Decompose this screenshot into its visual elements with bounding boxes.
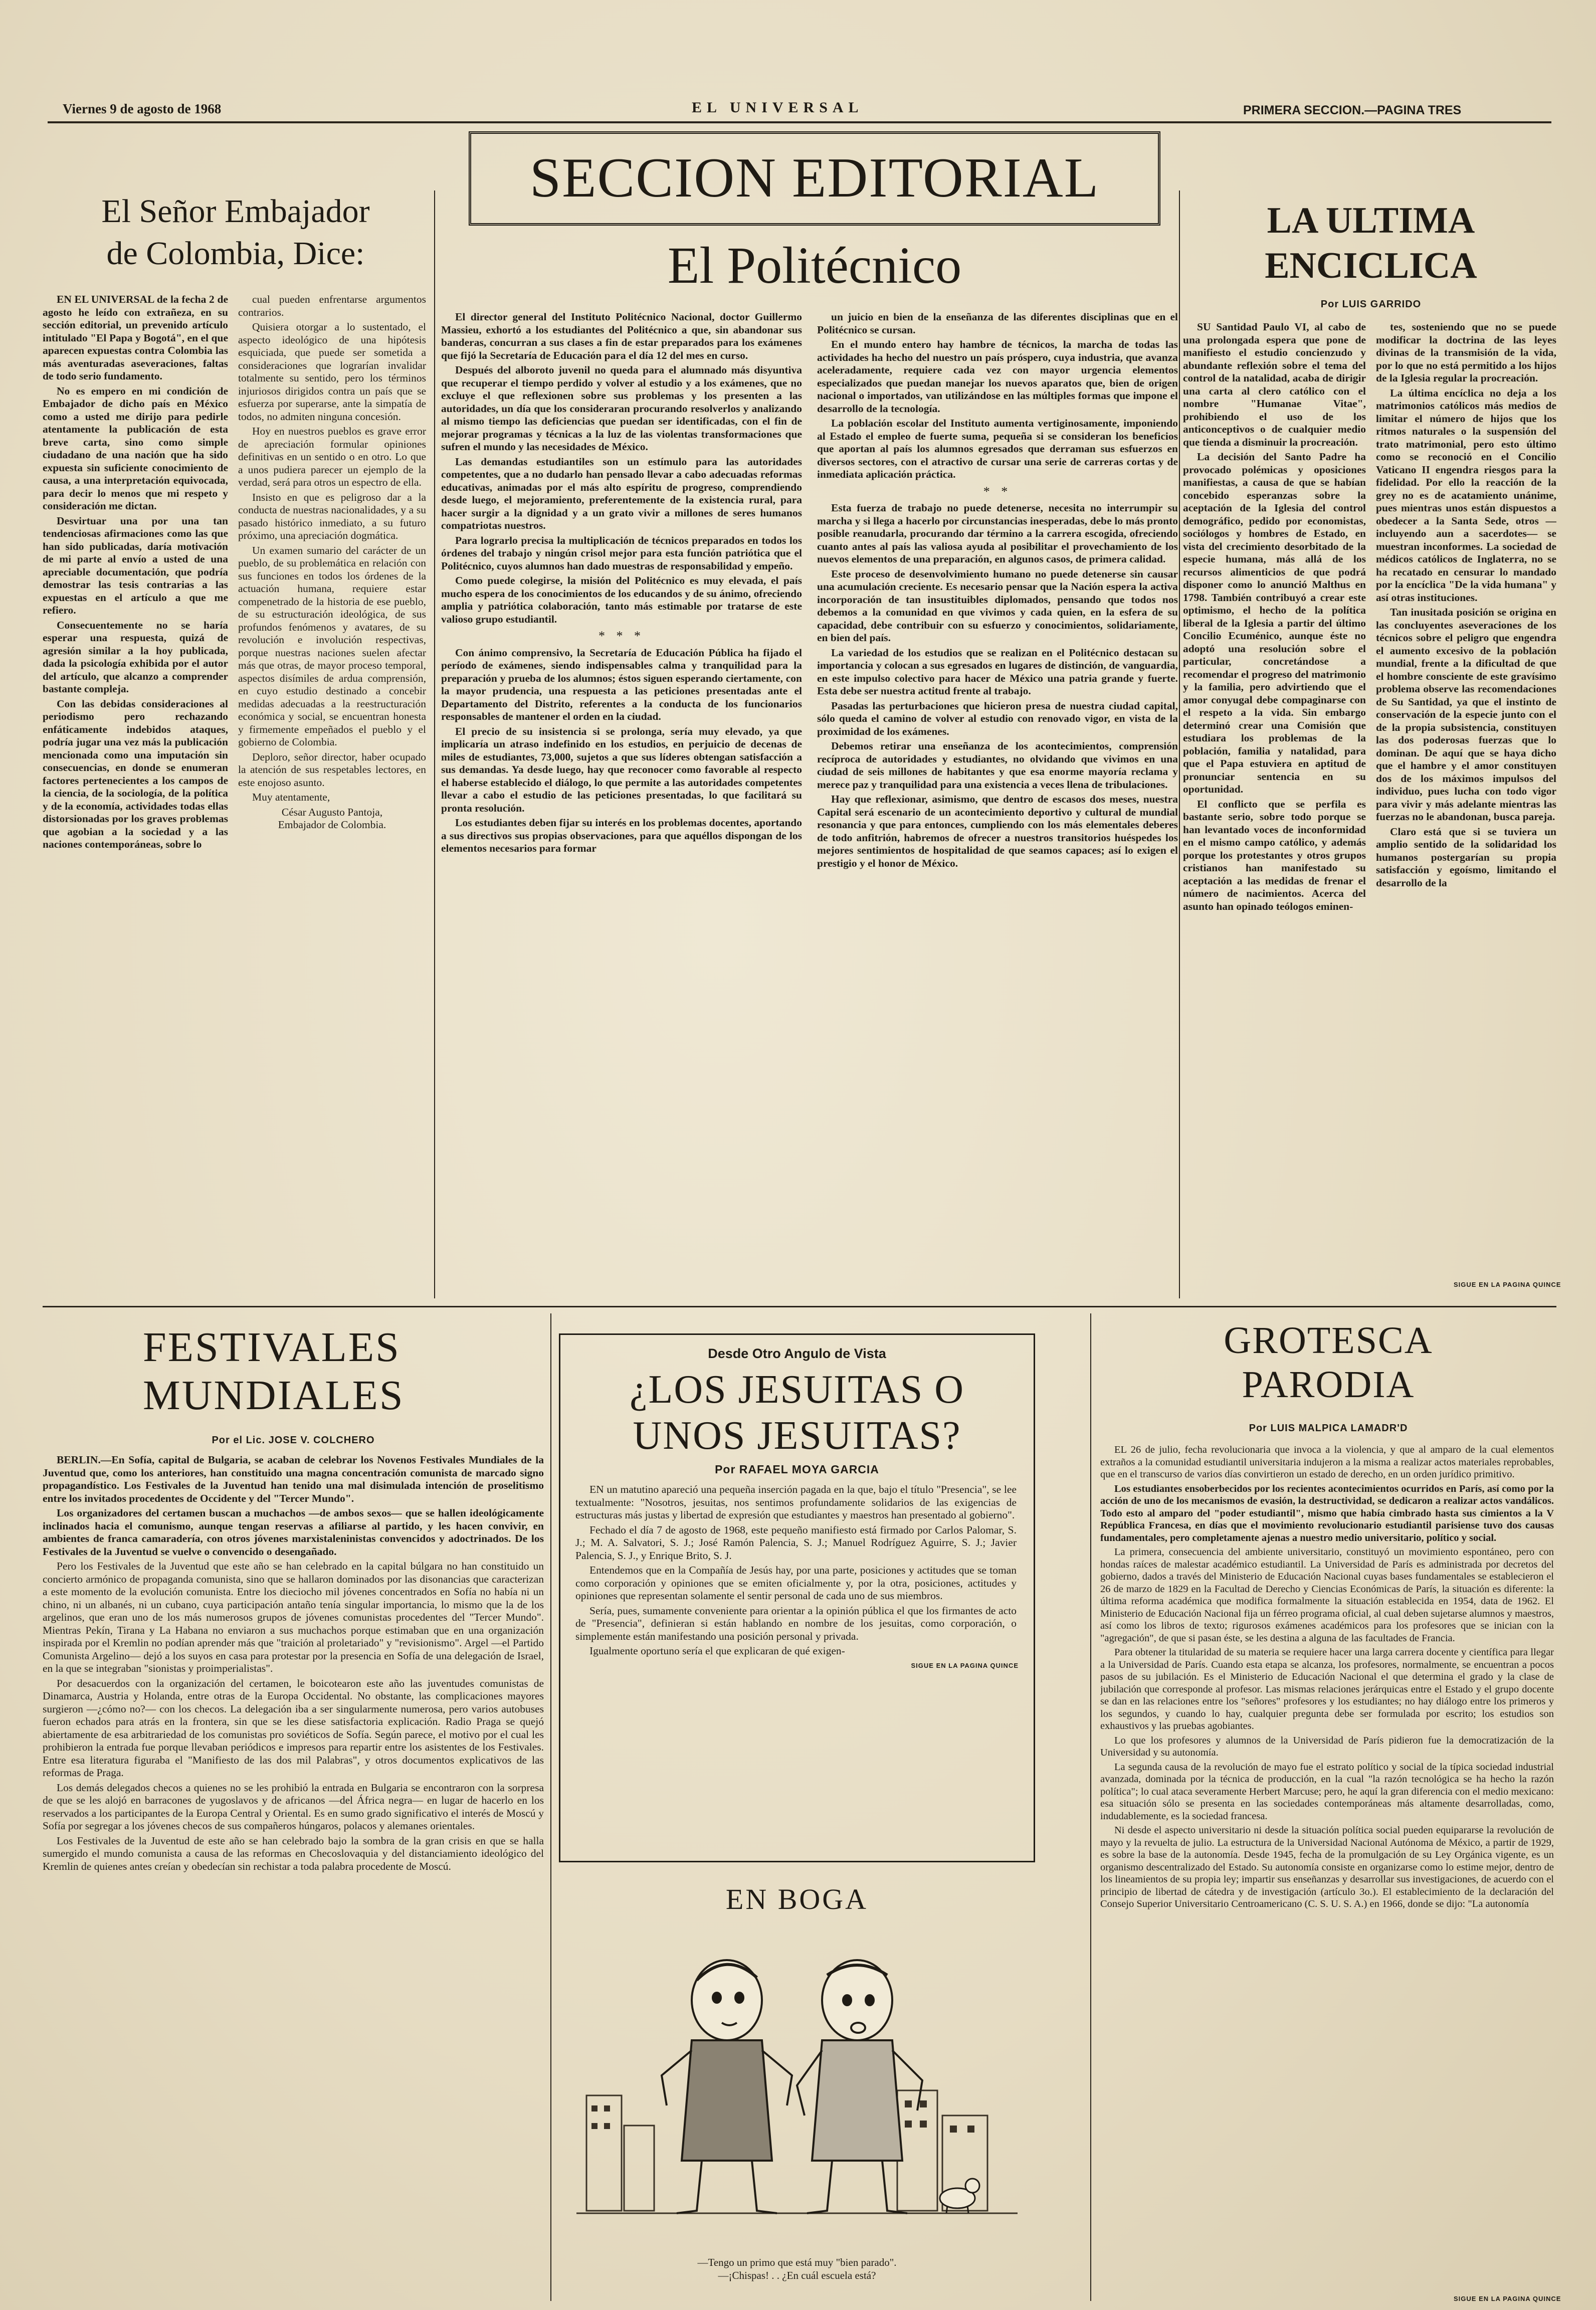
festivales-paragraph: Los demás delegados checos a quienes no se les prohibió la entrada en Bulgaria se encontraron con la sorpresa de que se les alojó en barracones de yugoslavos y de africanos —del África negra— en lugar de hacerlo en los reservados a los participantes de la Europa Central y Oriental. Es en sumo grado significativo el interés de Moscú y Sofía por segregar a los jóvenes checos de sus compañeros húngaros, polacos y alemanes orientales. <box>43 1781 544 1832</box>
embajador-paragraph: Consecuentemente no se haría esperar una respuesta, quizá de agresión similar a la hoy publicada, dada la psicología exhibida por el autor del artículo, que alcanzo a comprender bastante compleja. <box>43 619 228 695</box>
politecnico-column-1 <box>441 311 802 1303</box>
politecnico-paragraph: Pasadas las perturbaciones que hicieron presa de nuestra ciudad capital, sólo queda el camino de volver al estudio con renovado vigor, en vista de la proximidad de los exámenes. <box>817 699 1178 737</box>
politecnico-paragraph: Debemos retirar una enseñanza de los acontecimientos, comprensión recíproca de autoridades y estudiantes, no olvidando que vivimos en una ciudad de seis millones de habitantes y que esa enorme mayoría reclama y merece paz y tranquilidad para una existencia a veces llena de tribulaciones. <box>817 740 1178 791</box>
festivales-title <box>43 1323 544 1420</box>
enciclica-title-line: ENCICLICA <box>1265 245 1477 286</box>
cartoon-caption <box>559 2256 1035 2282</box>
politecnico-column-2 <box>817 311 1178 1303</box>
festivales-paragraph: Los Festivales de la Juventud de este año se han celebrado bajo la sombra de la gran crisis en que se halla sumergido el mundo comunista a causa de las reformas en Checoslovaquia y del distanciamiento ideológico del Kremlin de quienes antes creían y obedecían sin rechistar a toda palabra procedente de Moscú. <box>43 1834 544 1872</box>
jesuitas-body <box>575 1483 1017 1658</box>
enciclica-paragraph: El conflicto que se perfila es bastante serio, sobre todo porque se han levantado voces de inconformidad en el mismo campo católico, y además porque los protestantes y otros grupos cristianos han manifestado su aceptación a las medidas de frenar el número de nacimientos. Acerca del asunto han opinado teólogos eminen- <box>1183 798 1366 912</box>
jesuitas-title-line: UNOS JESUITAS? <box>633 1414 961 1458</box>
section-separator: * * <box>983 484 1012 499</box>
embajador-paragraph: No es empero en mi condición de Embajador de dicho país en México como a usted me dirijo para pedirle atentamente la publicación de esta breve carta, sino como simple ciudadano de una nación que ha sido expuesta sin suficiente conocimiento de causa, a una interpretación equivocada, para decir lo menos que mi respeto y consideración me dictan. <box>43 384 228 512</box>
masthead-section: PRIMERA SECCION.—PAGINA TRES <box>1243 103 1462 117</box>
enciclica-column-2 <box>1376 321 1556 1273</box>
politecnico-paragraph: un juicio en bien de la enseñanza de las diferentes disciplinas que en el Politécnico se cursan. <box>817 311 1178 336</box>
politecnico-paragraph: La variedad de los estudios que se realizan en el Politécnico destacan su importancia y colocan a sus egresados en lugares de distinción, de vanguardia, en este impulso colectivo para hacer de México una patria grande y fuerte. Esta debe ser nuestra actitud frente al trabajo. <box>817 646 1178 697</box>
festivales-paragraph: Por desacuerdos con la organización del certamen, le boicotearon este año las juventudes comunistas de Dinamarca, Austria y Holanda, entre otras de la Europa Occidental. No obstante, las complicaciones mayores surgieron —¿cómo no?— con los checos. La delegación iba a ser singularmente numerosa, pero varios autobuses fueron echados para atrás en la frontera, sin que se les diese satisfactoria explicación. Radio Praga se quejó abiertamente de esa arbitrariedad de los comunistas pro soviéticos de Sofía. Según parece, el motivo por el cual les prohibieron la entrada fue porque llevaban periódicos e impresos para repartir entre los asistentes de los Festivales. Entre esa literatura figuraba el "Manifiesto de las dos mil Palabras", y otros documentos explicativos de las reformas de Praga. <box>43 1677 544 1779</box>
parodia-continued: SIGUE EN LA PAGINA QUINCE <box>1454 2295 1561 2302</box>
enciclica-byline: Por LUIS GARRIDO <box>1320 299 1422 310</box>
section-title-box <box>469 131 1160 226</box>
embajador-paragraph: Insisto en que es peligroso dar a la conducta de nuestras nacionalidades, y a su pasado histórico inmediato, a su futuro próximo, una apreciación dogmática. <box>238 491 426 541</box>
politecnico-paragraph: El precio de su insistencia si se prolonga, sería muy elevado, ya que implicaría un atraso indefinido en los estudios, en perjuicio de decenas de miles de estudiantes, 73,000, sujetos a que sus líderes obtengan satisfacción a sus demandas. Ya desde luego, hay que reconocer como favorable al respecto el haberse establecido el diálogo, lo que permite a las autoridades competentes llevar a cabo el estudio de las peticiones presentadas, lo que facilitará su pronta resolución. <box>441 725 802 814</box>
cartoon-title: EN BOGA <box>725 1883 869 1915</box>
politecnico-title: El Politécnico <box>667 237 962 294</box>
festivales-title-line: FESTIVALES <box>143 1324 401 1371</box>
parodia-paragraph: Los estudiantes ensoberbecidos por los recientes acontecimientos ocurridos en París, así como por la acción de uno de los mecanismos de evasión, la destructividad, se dedicaron a realizar actos vandálicos. Todo esto al amparo del "poder estudiantil", mismo que había cimbrado hasta sus cimientos a la V República Francesa, en días que el movimiento revolucionario estudiantil parisiense tuvo dos causas fundamentales, pero completamente ajenas a nuestro medio universitario, político y social. <box>1100 1483 1554 1544</box>
politecnico-paragraph: El director general del Instituto Politécnico Nacional, doctor Guillermo Massieu, exhortó a los estudiantes del Politécnico a que, sin abandonar sus banderas, concurran a sus clases a fin de estar preparados para los exámenes que fijó la Secretaría de Educación para el día 12 del mes en curso. <box>441 311 802 361</box>
jesuitas-continued: SIGUE EN LA PAGINA QUINCE <box>911 1661 1019 1669</box>
cartoon-caption-line: —¡Chispas! . . ¿En cuál escuela está? <box>718 2269 876 2281</box>
jesuitas-paragraph: Fechado el día 7 de agosto de 1968, este pequeño manifiesto está firmado por Carlos Palomar, S. J.; M. A. Salvatori, S. J.; José Ramón Palencia, S. J.; Manuel Rodríguez Aguirre, S. J.; Javier Palencia, S. J., y Enrique Brito, S. J. <box>575 1523 1017 1562</box>
section-title: SECCION EDITORIAL <box>529 147 1100 209</box>
parodia-title <box>1098 1318 1559 1407</box>
masthead-date: Viernes 9 de agosto de 1968 <box>63 101 222 116</box>
cartoon-caption-line: —Tengo un primo que está muy "bien parado". <box>697 2256 897 2268</box>
politecnico-paragraph: En el mundo entero hay hambre de técnicos, la marcha de todas las actividades ha hecho del nuestro un país próspero, cuya industria, que avanza aceleradamente, requiere cada vez con mayor urgencia elementos especializados que puedan manejar los nuevos aparatos que, bien de origen nacional o importados, van utilizándose en las múltiples formas que impone el desarrollo de la tecnología. <box>817 338 1178 415</box>
column-rule <box>1090 1313 1091 2301</box>
masthead-paper: EL UNIVERSAL <box>692 99 864 116</box>
column-rule <box>1179 190 1180 1298</box>
parodia-paragraph: EL 26 de julio, fecha revolucionaria que invoca a la violencia, y que al amparo de la cual elementos extraños a la comunidad estudiantil universitaria indujeron a la misma a realizar actos materiales reprobables, que en el transcurso de varios días convirtieron un estado de derecho, en un orden jurídico primitivo. <box>1100 1444 1554 1480</box>
embajador-signature-title: Embajador de Colombia. <box>278 819 386 831</box>
embajador-column-1 <box>43 293 228 1301</box>
embajador-paragraph: Con las debidas consideraciones al periodismo pero rechazando enfáticamente indebidos ataques, podría jugar una vez más la publicación mencionada como una imputación sin consecuencias, en donde se enumeran factores pertenecientes a los campos de la ciencia, de la sociología, de la política y de la economía, actividades todas ellas distorsionadas por los graves problemas que agobian a la sociedad y a las naciones contemporáneas, sobre lo <box>43 697 228 850</box>
enciclica-column-1 <box>1183 321 1366 1273</box>
parodia-paragraph: Lo que los profesores y alumnos de la Universidad de París pidieron fue la democratización de la Universidad y su autonomía. <box>1100 1735 1554 1758</box>
mid-page-rule <box>43 1306 1556 1307</box>
embajador-paragraph: Quisiera otorgar a lo sustentado, el aspecto ideológico de una hipótesis esquiciada, que puede ser sometida a consideraciones que lograrían invalidar totalmente su sentido, pero los términos injuriosos dirigidos contra un país que se esfuerza por superarse, ante la simpatía de todos, no admiten ninguna concesión. <box>238 321 426 423</box>
jesuitas-byline: Por RAFAEL MOYA GARCIA <box>715 1463 879 1476</box>
jesuitas-paragraph: Sería, pues, sumamente conveniente para orientar a la opinión pública el que los firmantes de acto de "Presencia", definieran si están hablando en nombre de los jesuitas, como corporación, o simplemente están manifestando una posición personal y privada. <box>575 1604 1017 1642</box>
cartoon-illustration <box>576 1925 1018 2241</box>
politecnico-paragraph: Como puede colegirse, la misión del Politécnico es muy elevada, el país mucho espera de los conocimientos de los educandos y de su ánimo, ofreciendo amplia y patriótica colaboración, tanto más estimable por tratarse de este valioso grupo estudiantil. <box>441 574 802 625</box>
parodia-paragraph: La segunda causa de la revolución de mayo fue el estrato político y social de la típica sociedad industrial avanzada, dominada por la técnica de producción, en la cual "la razón tecnológica se ha hecho la razón política"; lo cual ataca severamente Herbert Marcuse; pero, he aquí la gran diferencia con el medio mexicano: esa situación sólo se presenta en las sociedades contemporáneas más altamente desarrolladas, como, indudablemente, es la sociedad francesa. <box>1100 1761 1554 1822</box>
parodia-title-line: GROTESCA <box>1224 1319 1433 1362</box>
column-rule <box>434 190 435 1298</box>
embajador-signature: César Augusto Pantoja, <box>281 806 383 818</box>
jesuitas-paragraph: EN un matutino apareció una pequeña inserción pagada en la que, bajo el título "Presencia", se lee textualmente: "Nosotros, jesuitas, nos sentimos profundamente solidarios de las exigencias de estructuras más justas y libertad de expresión que estudiantes y maestros han presentado al gobierno". <box>575 1483 1017 1521</box>
embajador-paragraph: Desvirtuar una por una tan tendenciosas afirmaciones como las que han sido publicadas, daría motivación de mi parte al envío a usted de una apreciable documentación, que podría demostrar las tesis contrarias a las expuestas en el artículo a que me refiero. <box>43 514 228 616</box>
parodia-body <box>1100 1444 1554 2291</box>
jesuitas-title <box>575 1367 1019 1459</box>
parodia-title-line: PARODIA <box>1242 1364 1415 1406</box>
politecnico-paragraph: Hay que reflexionar, asimismo, que dentro de escasos dos meses, nuestra Capital será escenario de un acontecimiento deportivo y cultural de mundial resonancia y que para entonces, cumpliendo con los más elementales deberes de todo anfitrión, habremos de ofrecer a nuestros transitorios huéspedes los mejores sentimientos de hospitalidad de que seamos capaces; así lo exigen el prestigio y el honor de México. <box>817 793 1178 869</box>
festivales-paragraph: BERLIN.—En Sofía, capital de Bulgaria, se acaban de celebrar los Novenos Festivales Mundiales de la Juventud que, como los anteriores, han constituido una magna concentración comunista de marcado signo propagandístico. Los Festivales de la Juventud han tenido una mal disimulada intención de proselitismo entre los invitados procedentes de Occidente y del "Tercer Mundo". <box>43 1454 544 1504</box>
section-separator: * * * <box>598 629 645 643</box>
politecnico-paragraph: La población escolar del Instituto aumenta vertiginosamente, imponiendo al Estado el empleo de fuerte suma, pequeña si se consideran los beneficios que aportan al país los alumnos egresados que derraman sus esfuerzos en diversos sectores, con el atractivo de cursar una serie de carreras cortas y de inmediata aplicación práctica. <box>817 417 1178 480</box>
embajador-column-2 <box>238 293 426 1301</box>
enciclica-paragraph: tes, sosteniendo que no se puede modificar la doctrina de las leyes divinas de la transmisión de la vida, por lo que no está permitido a los hijos de la Iglesia regular la procreación. <box>1376 321 1556 384</box>
festivales-paragraph: Los organizadores del certamen buscan a muchachos —de ambos sexos— que se hallen ideológicamente inclinados hacia el comunismo, aunque tengan reservas a afiliarse al partido, y les hacen convivir, en ambientes de franca camaradería, con otros jóvenes marxistaleninistas convencidos y adoctrinados. De los Festivales de la Juventud se vuelve o convencido o desengañado. <box>43 1507 544 1558</box>
masthead-rule <box>48 121 1551 123</box>
enciclica-paragraph: Tan inusitada posición se origina en las concluyentes aseveraciones de los técnicos sobre el peligro que engendra el aumento excesivo de la población mundial, frente a la dificultad de que el hombre consciente de este gravísimo problema observe las recomendaciones de Su Santidad, ya que el instinto de conservación de la especie junto con el de la propia subsistencia, constituyen las dos poderosas fuerzas que lo dominan. De aquí que se haya dicho que el hambre y el amor constituyen dos de los máximos impulsos del individuo, pues lucha con todo vigor para vivir y más adelante mientras las fuerzas no le abandonan, busca pareja. <box>1376 606 1556 823</box>
parodia-paragraph: Para obtener la titularidad de su materia se requiere hacer una larga carrera docente y científica para llegar a la Universidad de París. Cuando esta etapa se alcanza, los profesores, normalmente, se encuentran a pocos pasos de su jubilación. Es el Ministerio de Educación Nacional el que determina el grado y la clase de jubilación que corresponde al profesor. Las mismas relaciones jerárquicas entre el Estado y el grupo docente se dan en las relaciones entre los "señores" profesores y los estudiantes; no hay diálogo entre los primeros y los segundos, y cuando lo hay, cualquier pregunta debe ser formulada por escrito; los estudios son exhaustivos y las pruebas agobiantes. <box>1100 1647 1554 1731</box>
enciclica-paragraph: La última encíclica no deja a los matrimonios católicos más medios de limitar el número de hijos que los ritmos naturales o la suspensión del trato matrimonial, pero esto último como se reconoció en el Concilio Vaticano II engendra riesgos para la fidelidad. Por ello la reacción de la grey no es de acatamiento unánime, pues mientras unos están dispuestos a obedecer a la Santa Sede, otros —incluyendo aun a sacerdotes— se muestran inconformes. La sociedad de médicos católicos de Inglaterra, no se ha recatado en censurar lo mandado por la encíclica "De la vida humana" y así otras instituciones. <box>1376 387 1556 604</box>
jesuitas-paragraph: Igualmente oportuno sería el que explicaran de qué exigen- <box>589 1645 845 1657</box>
politecnico-paragraph: Después del alboroto juvenil no queda para el alumnado más disyuntiva que recuperar el tiempo perdido y volver al estudio y a los exámenes, que no excluye el que reflexionen sobre sus problemas y los presenten a las autoridades, un día que los consideraran procurando resolverlos y analizando al mismo tiempo las deficiencias que puedan ser identificadas, con el fin de mejorar programas y técnicas a la luz de las violentas transformaciones que sufren el mundo y las necesidades de México. <box>441 364 802 453</box>
festivales-title-line: MUNDIALES <box>143 1372 405 1419</box>
embajador-paragraph: cual pueden enfrentarse argumentos contrarios. <box>238 293 426 318</box>
politecnico-paragraph: Para lograrlo precisa la multiplicación de técnicos preparados en todos los órdenes del trabajo y ningún crisol mejor para esta función patriótica que el Politécnico, cuyos alumnos han dado muestras de responsabilidad y empeño. <box>441 534 802 572</box>
enciclica-paragraph: Claro está que si se tuviera un amplio sentido de la solidaridad los humanos postergarían su propia satisfacción y egoísmo, limitando el desarrollo de la <box>1376 825 1556 889</box>
politecnico-paragraph: Los estudiantes deben fijar su interés en los problemas docentes, aportando a sus directivos sus propias observaciones, para que aquéllos dispongan de los elementos necesarios para formar <box>441 817 802 854</box>
politecnico-paragraph: Las demandas estudiantiles son un estímulo para las autoridades competentes, que a no dudarlo han pensado llevar a cabo adecuadas reformas educativas, animadas por el más alto espíritu de progreso, comprendiendo desde luego, el mejoramiento, preferentemente de la existencia rural, para hacer surgir a la dignidad y a un grato vivir a millones de seres humanos compatriotas nuestros. <box>441 455 802 531</box>
festivales-byline: Por el Lic. JOSE V. COLCHERO <box>212 1435 375 1446</box>
embajador-paragraph: Deploro, señor director, haber ocupado la atención de sus respetables lectores, en este enojoso asunto. <box>238 750 426 789</box>
enciclica-continued: SIGUE EN LA PAGINA QUINCE <box>1454 1281 1561 1288</box>
embajador-title-line: de Colombia, Dice: <box>106 235 365 272</box>
embajador-paragraph: EN EL UNIVERSAL de la fecha 2 de agosto he leído con extrañeza, en su sección editorial, un prevenido artículo intitulado "El Papa y Bogotá", en el que aparecen expuestas contra Colombia las más aventuradas aseveraciones, faltas de todo serio fundamento. <box>43 293 228 382</box>
politecnico-paragraph: Con ánimo comprensivo, la Secretaría de Educación Pública ha fijado el período de exámenes, siendo indispensables calma y tranquilidad para la preparación y prueba de los alumnos; éstos siguen esperando ciertamente, con la mayor prudencia, una respuesta a las peticiones presentadas ante el Departamento del Distrito, referentes a la conducta de los funcionarios responsables de mantener el orden en la ciudad. <box>441 646 802 722</box>
parodia-paragraph: Ni desde el aspecto universitario ni desde la situación política social pueden equipararse la revolución de mayo y la revuelta de julio. La estructura de la Universidad Nacional Autónoma de México, a partir de 1929, es sobre la base de la autonomía. Desde 1945, fecha de la promulgación de su Ley Orgánica vigente, es un organismo descentralizado del Estado. Su autonomía consiste en organizarse como lo estime mejor, dentro de los lineamientos de su propia ley; impartir sus enseñanzas y desarrollar sus investigaciones, de acuerdo con el principio de libertad de cátedra y de investigación (artículo 3o.). El establecimiento de la declaración del Consejo Superior Universitario Centroamericano (C. S. U. S. A.) en 1966, donde se dijo: "La autonomía <box>1100 1825 1554 1909</box>
jesuitas-kicker: Desde Otro Angulo de Vista <box>708 1346 886 1361</box>
festivales-paragraph: Pero los Festivales de la Juventud que este año se han celebrado en la capital búlgara no han constituido un concierto armónico de propaganda comunista, sino que se hallaron dominados por las disonancias que caracterizan a este momento de la evolución comunista. Entre los dieciocho mil jóvenes concentrados en Sofía no había ni un chino, ni un albanés, ni un cubano, cuya participación antaño tenía singular importancia, lo mismo que la de los argelinos, que eran uno de los más numerosos grupos de jóvenes comunistas procedentes del "Tercer Mundo". Mientras Pekín, Tirana y La Habana no enviaron a sus muchachos porque estimaban que en una organización inspirada por el Kremlin no podían aprender más que "traición al proletariado" y "revisionismo". Argel —el Partido Comunista Argelino— dejó a los suyos en casa para protestar por la presencia en Sofía de una delegación de Israel, en la que se integraban "sionistas y proimperialistas". <box>43 1560 544 1674</box>
enciclica-title <box>1188 198 1554 288</box>
jesuitas-paragraph: Entendemos que en la Compañía de Jesús hay, por una parte, posiciones y actitudes que se toman como corporación y opiniones que se emiten oficialmente y, por la otra, posiciones, actitudes y opiniones que representan solamente el sentir personal de cada uno de sus miembros. <box>575 1564 1017 1602</box>
enciclica-paragraph: La decisión del Santo Padre ha provocado polémicas y oposiciones manifiestas, a causa de que se habían concebido esperanzas sobre la aceptación de la Iglesia del control demográfico, pedido por economistas, sociólogos y hombres de Estado, en vista del crecimiento desorbitado de la especie humana, más allá de los recursos alimenticios de que podrá disponer como lo anunció Malthus en 1798. También contribuyó a crear este optimismo, el hecho de la política liberal de la Iglesia a partir del último Concilio Ecuménico, aunque éste no adoptó una resolución sobre el particular, concretándose a recomendar el progreso del matrimonio y la familia, pero advirtiendo que el amor conyugal debe compaginarse con el respeto a la vida. Sin embargo determinó crear una Comisión que estudiara los problemas de la población, familia y natalidad, para que el Papa estuviera en aptitud de pronunciar sentencia en su oportunidad. <box>1183 451 1366 795</box>
embajador-title-line: El Señor Embajador <box>101 193 370 230</box>
festivales-body <box>43 1454 544 2301</box>
embajador-paragraph: Muy atentamente, <box>252 791 330 803</box>
embajador-paragraph: Hoy en nuestros pueblos es grave error de apreciación formular opiniones definitivas en un sentido o en otro. Lo que a unos pudiera parecer un ejemplo de la verdad, será para otros un espectro de ella. <box>238 425 426 488</box>
parodia-byline: Por LUIS MALPICA LAMADR'D <box>1249 1423 1408 1434</box>
politecnico-paragraph: Esta fuerza de trabajo no puede detenerse, necesita no interrumpir su marcha y si llega a hacerlo por circunstancias inesperadas, debe lo más pronto posible reanudarla, procurando dar término a la carrera escogida, ofreciendo cuanto antes al país las valiosa ayuda al posibilitar el provechamiento de los nuevos elementos de una preparación, en algunos casos, de primera calidad. <box>817 502 1178 565</box>
enciclica-paragraph: SU Santidad Paulo VI, al cabo de una prolongada espera que pone de manifiesto el estudio concienzudo y abundante reflexión sobre el tema del control de la natalidad, acaba de dirigir una carta al clero católico con el nombre "Humanae Vitae", prohibiendo el uso de los anticonceptivos o de cualquier medio que tienda a disminuir la procreación. <box>1183 321 1366 448</box>
embajador-title <box>43 190 429 275</box>
enciclica-title-line: LA ULTIMA <box>1267 200 1475 241</box>
embajador-paragraph: Un examen sumario del carácter de un pueblo, de su problemática en relación con sus funciones en todos los órdenes de la actuación humana, requiere estar compenetrado de la historia de ese pueblo, de su estructuración ideológica, de sus profundos fenómenos y avatares, de su revolución e involución respectivas, porque nuestras naciones suelen afectar más que otras, de mayor proceso temporal, aspectos disímiles de ardua comprensión, en cuyo estudio destinado a concebir medidas adecuadas a la reestructuración económica y social, se encuentran honesta y firmemente empeñados el pueblo y el gobierno de Colombia. <box>238 544 426 748</box>
cartoon-drawing <box>576 1925 1018 2241</box>
jesuitas-title-line: ¿LOS JESUITAS O <box>629 1368 965 1412</box>
jesuitas-box <box>559 1333 1035 1862</box>
column-rule <box>550 1313 551 2301</box>
parodia-paragraph: La primera, consecuencia del ambiente universitario, constituyó un movimiento espontáneo, pero con hondas raíces de malestar académico estudiantil. La Universidad de París es administrada por decretos del gobierno, dados a través del Ministerio de Educación Nacional cuyas bases fundamentales se establecieron el 26 de marzo de 1829 en la Facultad de Derecho y Ciencias Económicas de París, la situación es diferente: la última reforma académica que modifica formalmente la situación establecida en 1954, data de 1962. El Ministerio de Educación Nacional fija un férreo programa oficial, al cual deben sujetarse alumnos y maestros, así como los libros de texto; rigurosos exámenes académicos para los profesores que se inician con la "agregación", de que si pasan éste, se les destina a alguna de las facultades de Francia. <box>1100 1547 1554 1644</box>
politecnico-paragraph: Este proceso de desenvolvimiento humano no puede detenerse sin causar una acumulación creciente. Es necesario pensar que la Nación espera la activa incorporación de tan insustituibles diplomados, pensando que todos nos debemos a la comunidad en que vivimos y cada quien, en la esfera de su capacidad, debe contribuir con su esfuerzo y conocimientos, solidariamente, en bien del país. <box>817 567 1178 644</box>
